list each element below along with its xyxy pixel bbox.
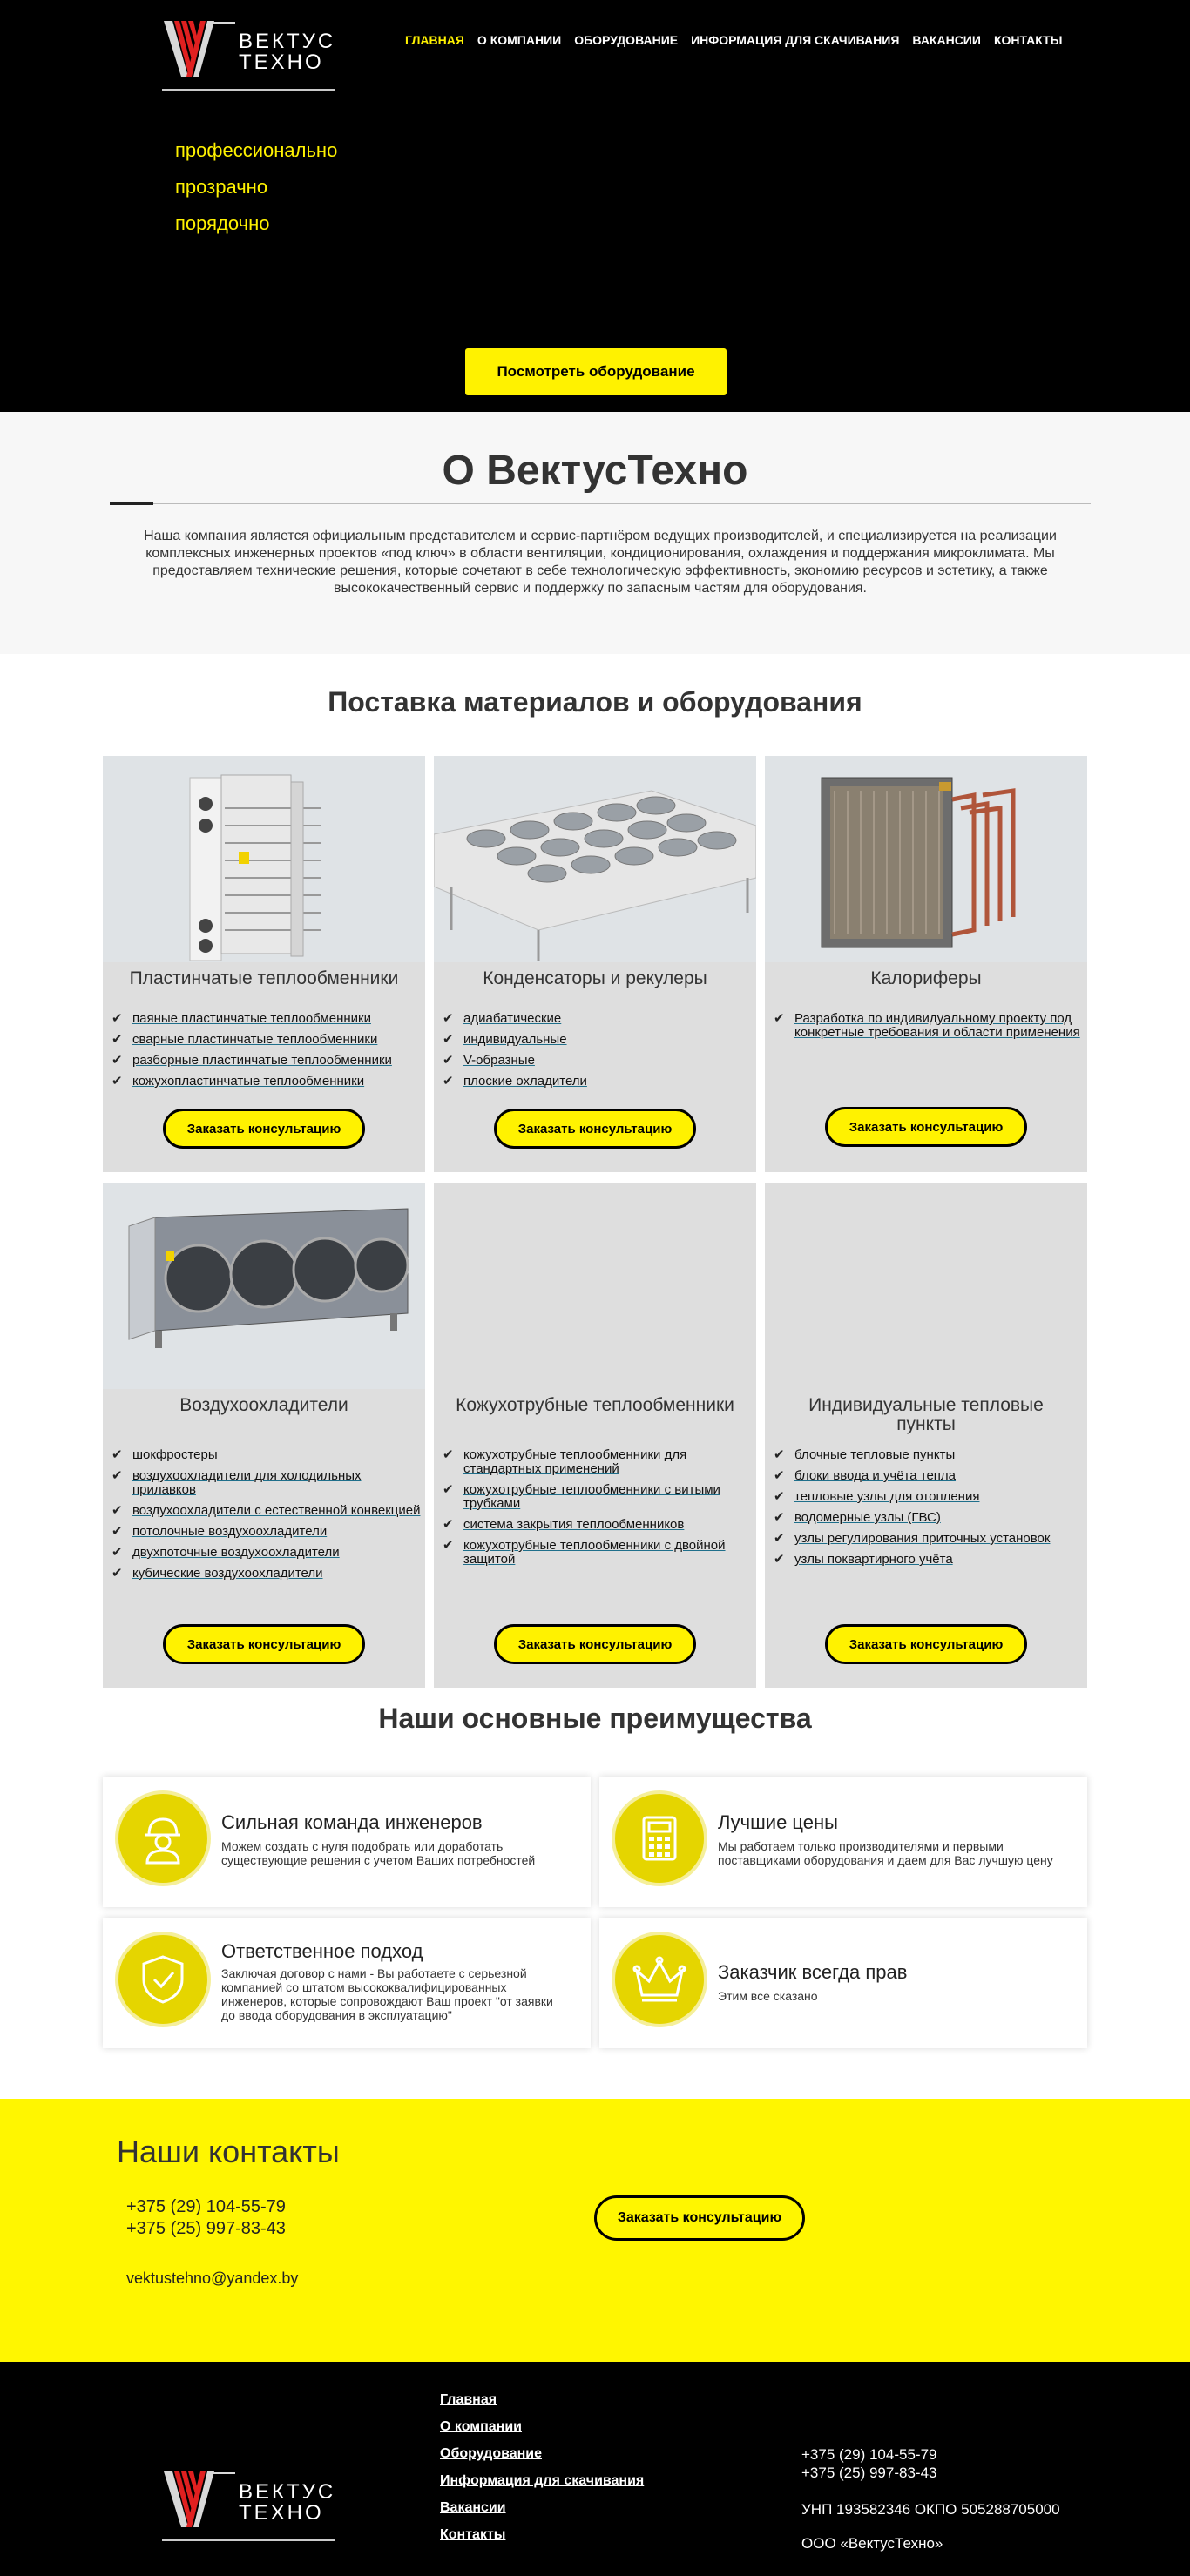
list-item xyxy=(774,1012,1083,1040)
check-icon: ✔ xyxy=(112,1053,123,1068)
about-title: О ВектусТехно xyxy=(442,448,748,494)
logo-line-2: ТЕХНО xyxy=(239,2501,324,2525)
advantages-grid xyxy=(0,1777,1190,2099)
list-link[interactable]: кожухопластинчатые теплообменники xyxy=(132,1074,365,1089)
list-item xyxy=(443,1012,752,1026)
engineer-icon xyxy=(115,1790,211,1886)
advantage-title: Сильная команда инженеров xyxy=(221,1811,483,1833)
logo-mark-icon xyxy=(162,19,235,85)
check-icon: ✔ xyxy=(112,1032,123,1047)
heater-image xyxy=(765,756,1087,962)
card-list xyxy=(774,1448,1083,1574)
list-link[interactable]: система закрытия теплообменников xyxy=(463,1517,685,1532)
slogan-1: профессионально xyxy=(175,139,338,161)
calculator-icon xyxy=(612,1790,707,1886)
shield-check-icon xyxy=(115,1932,211,2027)
list-item xyxy=(774,1490,1083,1504)
nav-about[interactable]: О КОМПАНИИ xyxy=(477,33,562,47)
list-link[interactable]: индивидуальные xyxy=(463,1032,567,1047)
footer-link-home[interactable]: Главная xyxy=(440,2392,497,2407)
nav-downloads[interactable]: ИНФОРМАЦИЯ ДЛЯ СКАЧИВАНИЯ xyxy=(691,33,900,47)
list-link[interactable]: шокфростеры xyxy=(132,1447,218,1462)
order-consultation-button[interactable]: Заказать консультацию xyxy=(594,2195,805,2241)
check-icon: ✔ xyxy=(774,1011,785,1026)
check-icon: ✔ xyxy=(112,1503,123,1518)
contacts-title: Наши контакты xyxy=(117,2134,340,2169)
condenser-image xyxy=(434,756,756,962)
advantage-title: Заказчик всегда прав xyxy=(718,1961,908,1983)
check-icon: ✔ xyxy=(774,1447,785,1462)
list-link[interactable]: воздухоохладители с естественной конвекцией xyxy=(132,1503,421,1518)
footer-link-equipment[interactable]: Оборудование xyxy=(440,2446,543,2461)
card-list xyxy=(112,1012,421,1096)
equipment-card-plate-exchangers xyxy=(103,756,425,1172)
list-item xyxy=(112,1033,421,1047)
card-title: Калориферы xyxy=(870,968,982,988)
supply-title: Поставка материалов и оборудования xyxy=(328,686,862,718)
phone-2[interactable]: +375 (25) 997-83-43 xyxy=(126,2219,286,2238)
check-icon: ✔ xyxy=(774,1468,785,1483)
card-list xyxy=(774,1012,1083,1047)
list-item xyxy=(774,1469,1083,1483)
list-item xyxy=(774,1448,1083,1462)
slogan-3: порядочно xyxy=(175,212,270,234)
list-item xyxy=(443,1539,752,1567)
list-link[interactable]: воздухоохладители для холодильных прилавков xyxy=(132,1468,362,1497)
plate-exchanger-image xyxy=(103,756,425,962)
logo-text xyxy=(239,2482,335,2524)
check-icon: ✔ xyxy=(112,1468,123,1483)
list-link[interactable]: Разработка по индивидуальному проекту под конкретные требования и области применения xyxy=(794,1011,1080,1040)
check-icon: ✔ xyxy=(774,1510,785,1525)
about-text: Наша компания является официальным представителем и сервис-партнёром ведущих производителей, и специализируется на реализации комплексных инженерных проектов «под ключ» в области вентиляции, кондиционирования, охлаждения и поддержания микроклимата. Мы предоставляем технические решения, которые сочетают в себе технологическую эффективность, экономию ресурсов и эстетику, а также высококачественный сервис и поддержку по запасным частям для оборудования. xyxy=(144,529,1057,596)
nav-vacancies[interactable]: ВАКАНСИИ xyxy=(912,33,981,47)
logo-underline xyxy=(162,89,335,91)
list-link[interactable]: водомерные узлы (ГВС) xyxy=(794,1510,941,1525)
check-icon: ✔ xyxy=(112,1011,123,1026)
footer xyxy=(0,2362,1190,2576)
hero-section xyxy=(0,0,1190,412)
check-icon: ✔ xyxy=(112,1524,123,1539)
card-title: Кожухотрубные теплообменники xyxy=(456,1395,734,1415)
list-item xyxy=(112,1012,421,1026)
order-consultation-button[interactable]: Заказать консультацию xyxy=(163,1109,365,1149)
site-logo[interactable] xyxy=(162,19,335,85)
order-consultation-button[interactable]: Заказать консультацию xyxy=(825,1107,1027,1147)
check-icon: ✔ xyxy=(443,1538,454,1553)
card-title: Воздухоохладители xyxy=(179,1395,348,1415)
advantage-title: Ответственное подход xyxy=(221,1940,423,1962)
footer-info xyxy=(801,2445,1060,2552)
advantage-title: Лучшие цены xyxy=(718,1811,838,1833)
about-divider xyxy=(110,503,1091,504)
phone-1[interactable]: +375 (29) 104-55-79 xyxy=(126,2197,286,2216)
check-icon: ✔ xyxy=(774,1531,785,1546)
equipment-card-heaters xyxy=(765,756,1087,1172)
list-item xyxy=(112,1525,421,1539)
about-divider-accent xyxy=(110,502,153,505)
footer-link-vacancies[interactable]: Вакансии xyxy=(440,2500,506,2515)
advantage-text: Можем создать с нуля подобрать или доработать существующие решения с учетом Ваших потребностей xyxy=(221,1839,536,1867)
list-item xyxy=(112,1448,421,1462)
advantage-card xyxy=(599,1777,1087,1907)
logo-mark-icon xyxy=(162,2470,235,2536)
list-link[interactable]: потолочные воздухоохладители xyxy=(132,1524,328,1539)
list-link[interactable]: блочные тепловые пункты xyxy=(794,1447,956,1462)
check-icon: ✔ xyxy=(112,1447,123,1462)
list-link[interactable]: плоские охладители xyxy=(463,1074,587,1089)
check-icon: ✔ xyxy=(443,1482,454,1497)
order-consultation-button[interactable]: Заказать консультацию xyxy=(494,1624,696,1664)
list-item xyxy=(774,1511,1083,1525)
footer-phone-1[interactable]: +375 (29) 104-55-79 xyxy=(801,2446,937,2463)
list-link[interactable]: узлы поквартирного учёта xyxy=(794,1552,953,1567)
list-link[interactable]: кожухотрубные теплообменники для стандартных применений xyxy=(463,1447,687,1476)
check-icon: ✔ xyxy=(443,1517,454,1532)
check-icon: ✔ xyxy=(443,1053,454,1068)
advantages-title: Наши основные преимущества xyxy=(378,1703,812,1734)
advantage-text: Мы работаем только производителями и первыми поставщиками оборудования и даем для Вас лучшую цену xyxy=(718,1839,1053,1867)
check-icon: ✔ xyxy=(774,1552,785,1567)
list-item xyxy=(112,1469,421,1497)
list-link[interactable]: паяные пластинчатые теплообменники xyxy=(132,1011,371,1026)
list-link[interactable]: V-образные xyxy=(463,1053,535,1068)
advantage-card xyxy=(103,1918,591,2048)
list-link[interactable]: тепловые узлы для отопления xyxy=(794,1489,980,1504)
card-list xyxy=(112,1448,421,1588)
list-item xyxy=(112,1546,421,1560)
list-link[interactable]: кожухотрубные теплообменники с витыми трубками xyxy=(463,1482,720,1511)
footer-phone-2[interactable]: +375 (25) 997-83-43 xyxy=(801,2465,937,2481)
list-link[interactable]: кубические воздухоохладители xyxy=(132,1566,323,1581)
list-item xyxy=(443,1075,752,1089)
contact-email[interactable]: vektustehno@yandex.by xyxy=(126,2269,299,2287)
logo-line-2: ТЕХНО xyxy=(239,51,324,74)
footer-link-contacts[interactable]: Контакты xyxy=(440,2527,506,2542)
footer-link-downloads[interactable]: Информация для скачивания xyxy=(440,2473,645,2488)
order-consultation-button[interactable]: Заказать консультацию xyxy=(494,1109,696,1149)
equipment-card-condensers xyxy=(434,756,756,1172)
advantage-card xyxy=(599,1918,1087,2048)
check-icon: ✔ xyxy=(443,1447,454,1462)
card-list xyxy=(443,1448,752,1574)
main-nav xyxy=(405,33,1062,47)
crown-icon xyxy=(612,1932,707,2027)
nav-contacts[interactable]: КОНТАКТЫ xyxy=(993,33,1063,47)
equipment-card-heat-points xyxy=(765,1183,1087,1688)
check-icon: ✔ xyxy=(774,1489,785,1504)
nav-home[interactable]: ГЛАВНАЯ xyxy=(405,33,464,47)
check-icon: ✔ xyxy=(443,1074,454,1089)
card-title: Индивидуальные тепловые пункты xyxy=(808,1395,1044,1434)
logo-line-1: ВЕКТУС xyxy=(239,30,336,53)
list-item xyxy=(443,1448,752,1476)
advantage-text: Заключая договор с нами - Вы работаете с серьезной компанией со штатом высококвалифицированных инженеров, которые сопровождают Ваш проект "от заявки до ввода оборудования в эксплуатацию" xyxy=(221,1966,553,2022)
card-list xyxy=(443,1012,752,1096)
contact-phones xyxy=(126,2196,286,2240)
list-item xyxy=(774,1532,1083,1546)
hero-slogans xyxy=(175,139,337,249)
list-link[interactable]: адиабатические xyxy=(463,1011,562,1026)
equipment-grid xyxy=(0,756,1190,1688)
check-icon: ✔ xyxy=(112,1566,123,1581)
footer-nav xyxy=(440,2386,644,2548)
check-icon: ✔ xyxy=(112,1545,123,1560)
list-link[interactable]: блоки ввода и учёта тепла xyxy=(794,1468,957,1483)
list-item xyxy=(112,1504,421,1518)
list-item xyxy=(443,1483,752,1511)
logo-text xyxy=(239,31,335,73)
list-link[interactable]: сварные пластинчатые теплообменники xyxy=(132,1032,378,1047)
footer-org-name: ООО «ВектусТехно» xyxy=(801,2535,943,2552)
equipment-card-air-coolers xyxy=(103,1183,425,1688)
advantage-card xyxy=(103,1777,591,1907)
list-item xyxy=(443,1033,752,1047)
about-section xyxy=(0,412,1190,654)
list-item xyxy=(112,1567,421,1581)
card-title: Пластинчатые теплообменники xyxy=(129,968,399,988)
footer-logo[interactable] xyxy=(162,2470,335,2536)
logo-line-1: ВЕКТУС xyxy=(239,2480,336,2504)
order-consultation-button[interactable]: Заказать консультацию xyxy=(825,1624,1027,1664)
list-item xyxy=(443,1054,752,1068)
footer-link-about[interactable]: О компании xyxy=(440,2419,522,2434)
card-title: Конденсаторы и рекулеры xyxy=(483,968,707,988)
logo-underline xyxy=(162,2539,335,2541)
nav-equipment[interactable]: ОБОРУДОВАНИЕ xyxy=(574,33,679,47)
list-link[interactable]: двухпоточные воздухоохладители xyxy=(132,1545,340,1560)
order-consultation-button[interactable]: Заказать консультацию xyxy=(163,1624,365,1664)
list-link[interactable]: разборные пластинчатые теплообменники xyxy=(132,1053,392,1068)
view-equipment-button[interactable]: Посмотреть оборудование xyxy=(465,348,727,395)
advantage-text: Этим все сказано xyxy=(718,1989,818,2003)
contacts-section xyxy=(0,2099,1190,2362)
list-item xyxy=(443,1518,752,1532)
list-item xyxy=(112,1075,421,1089)
check-icon: ✔ xyxy=(443,1032,454,1047)
list-link[interactable]: кожухотрубные теплообменники с двойной защитой xyxy=(463,1538,726,1567)
check-icon: ✔ xyxy=(443,1011,454,1026)
check-icon: ✔ xyxy=(112,1074,123,1089)
list-item xyxy=(112,1054,421,1068)
list-link[interactable]: узлы регулирования приточных установок xyxy=(794,1531,1051,1546)
footer-registration: УНП 193582346 ОКПО 505288705000 xyxy=(801,2501,1060,2518)
list-item xyxy=(774,1553,1083,1567)
slogan-2: прозрачно xyxy=(175,176,268,198)
equipment-card-shell-tube xyxy=(434,1183,756,1688)
air-cooler-image xyxy=(103,1183,425,1389)
